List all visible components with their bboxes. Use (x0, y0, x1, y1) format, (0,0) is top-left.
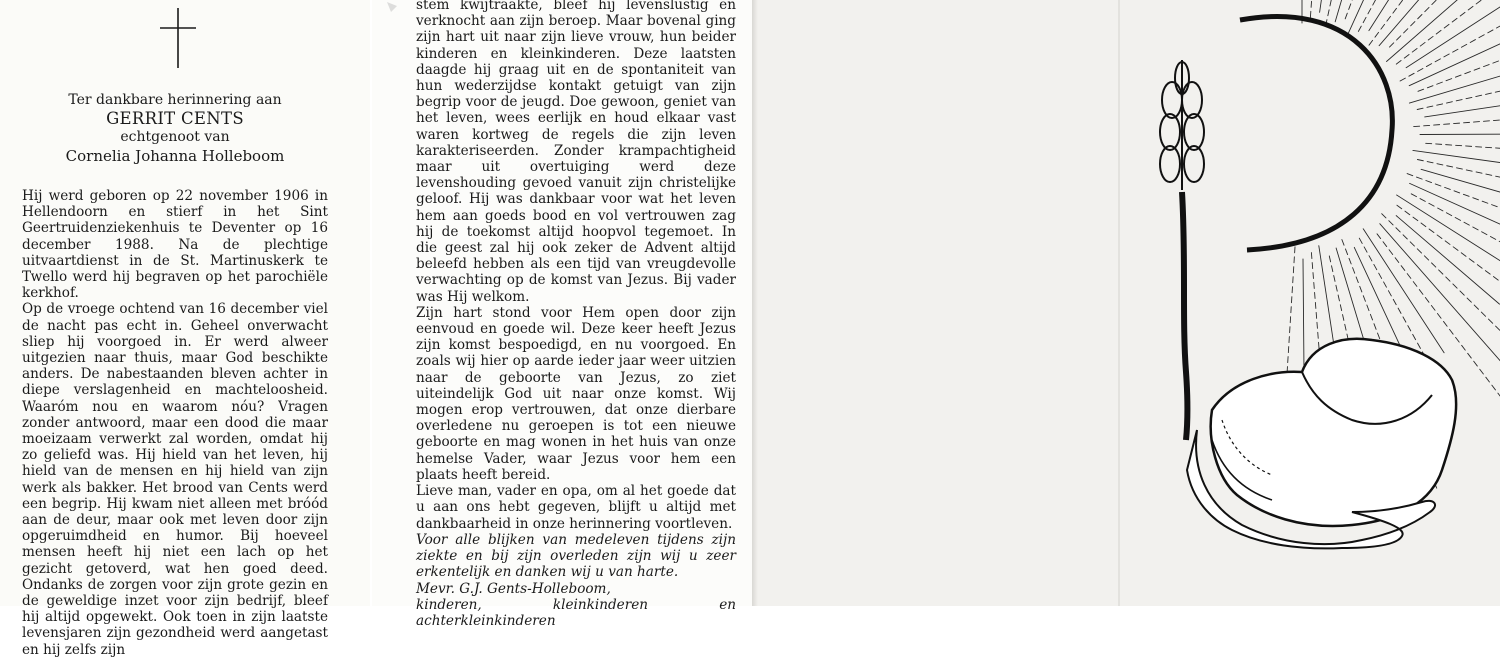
card-edge (752, 0, 758, 606)
cross-icon (160, 8, 196, 68)
sun-ray (1409, 26, 1500, 85)
wheat-bread-hand-sun-illustration (1152, 0, 1500, 606)
middle-panel (372, 0, 752, 606)
sun-ray (1397, 205, 1500, 361)
sun-ray (1348, 0, 1443, 33)
sun-ray (1345, 0, 1406, 19)
signature-line: Mevr. G.J. Gents-Holleboom, (416, 581, 736, 597)
spouse-name: Cornelia Johanna Holleboom (0, 146, 350, 166)
sun-ray (1426, 143, 1500, 160)
sun-ray (1320, 0, 1351, 12)
paragraph: stem kwijtraakte, bleef hij levenslustig en verknocht aan zijn beroep. Maar bovenal ging zijn hart uit naar zijn lieve vrouw, hun beider kinderen en kleinkinderen. Deze laatsten daagde hij graag uit en de spontaniteit van hun wederzijdse kontakt getuigt van zijn begrip voor de jeugd. Doe gewoon, geniet van het leven, wees eerlijk en houd elkaar vast waren kortweg de regels die zijn leven karakteriseerden. Zonder krampachtigheid maar uit overtuiging werd deze levenshouding gevoed vanuit zijn christelijke geloof. Hij was dankbaar voor wat het leven hem aan goeds bood en vol vertrouwen zag hij de toekomst altijd hoopvol tegemoet. In die geest zal hij ook zeker de Advent altijd beleefd hebben als een tijd van vreugdevolle verwachting op de komst van Jezus. Bij vader was Hij welkom. (416, 0, 736, 305)
left-body-text (22, 188, 328, 658)
bread-loaf (1211, 339, 1456, 526)
thanks-note (416, 532, 736, 629)
sun-ray (1410, 183, 1500, 241)
middle-body-text (416, 0, 736, 532)
sun-ray (1417, 160, 1500, 198)
card-back-panel (752, 0, 1500, 606)
paragraph: Hij werd geboren op 22 november 1906 in Hellendoorn en stierf in het Sint Geertruidenziekenhuis te Deventer op 16 december 1988. Na de plechtige uitvaartdienst in de St. Martinuskerk te Twello werd hij begraven op het parochiële kerkhof. (22, 188, 328, 301)
family-line: kinderen, kleinkinderen en achterkleinkinderen (416, 597, 736, 629)
memorial-header (0, 92, 350, 166)
corner-smudge (387, 0, 407, 14)
sun-ray (1382, 214, 1500, 346)
sun-ray (1417, 53, 1500, 110)
paragraph: Zijn hart stond voor Hem open door zijn eenvoud en goede wil. Deze keer heeft Jezus zijn komst bespoedigd, en nu voorgoed. En zoals wij hier op aarde ieder jaar weer uitzien naar de geboorte van Jezus, zo ziet uiteindelijk God uit naar onze komst. Wij mogen erop vertrouwen, dat onze dierbare overledene nu geroepen is tot een nieuwe geboorte en mag wonen in het huis van onze hemelse Vader, waar Jezus voor hem een plaats heeft bereid. (416, 305, 736, 483)
deceased-name: GERRIT CENTS (0, 109, 350, 129)
sun-ray (1420, 134, 1500, 135)
paragraph: Op de vroege ochtend van 16 december viel de nacht pas echt in. Geheel onverwacht sliep hij voorgoed in. Er werd alweer uitgezien naar thuis, maar God beschikte anders. De nabestaanden bleven achter in diepe verslagenheid en machteloosheid. Waaróm nou en waarom nóu? Vragen zonder antwoord, maar een dood die maar moeizaam verwerkt zal worden, omdat hij zo geliefd was. Hij hield van het leven, hij hield van de mensen en hij hield van zijn werk als bakker. Het brood van Cents werd een begrip. Hij kwam niet alleen met bróód aan de deur, maar ook met leven door zijn opgeruimdheid en humor. Bij hoeveel mensen heeft hij niet een lach op het gezicht getoverd, wat hen goed deed. Ondanks de zorgen voor zijn grote gezin en de geweldige inzet voor zijn bedrijf, bleef hij altijd opgewekt. Ook toen in zijn laatste levensjaren zijn gezondheid werd aangetast en hij zelfs zijn (22, 301, 328, 657)
wheat-ear (1160, 60, 1204, 190)
sun-ray (1363, 229, 1444, 353)
sun-ray (1411, 194, 1500, 277)
sun-ray (1390, 0, 1500, 47)
sun-ray (1326, 0, 1383, 26)
sun-ray (1400, 0, 1500, 81)
sun-ray (1425, 97, 1500, 117)
relation-line: echtgenoot van (0, 129, 350, 146)
intro-line: Ter dankbare herinnering aan (0, 92, 350, 109)
thanks-text: Voor alle blijken van medeleven tijdens zijn ziekte en bij zijn overleden zijn wij u zeer erkentelijk en danken wij u van harte. (416, 532, 736, 581)
sun-ray (1406, 0, 1500, 68)
paragraph: Lieve man, vader en opa, om al het goede dat u aan ons hebt gegeven, blijft u altijd met dankbaarheid in onze herinnering voortleven. (416, 483, 736, 532)
sun-ray (1409, 38, 1500, 103)
card-fold (1118, 0, 1120, 606)
wheat-stalk (1182, 192, 1188, 440)
sun-ray (1414, 112, 1500, 126)
left-panel (0, 0, 370, 606)
sun-arc (1240, 17, 1392, 250)
